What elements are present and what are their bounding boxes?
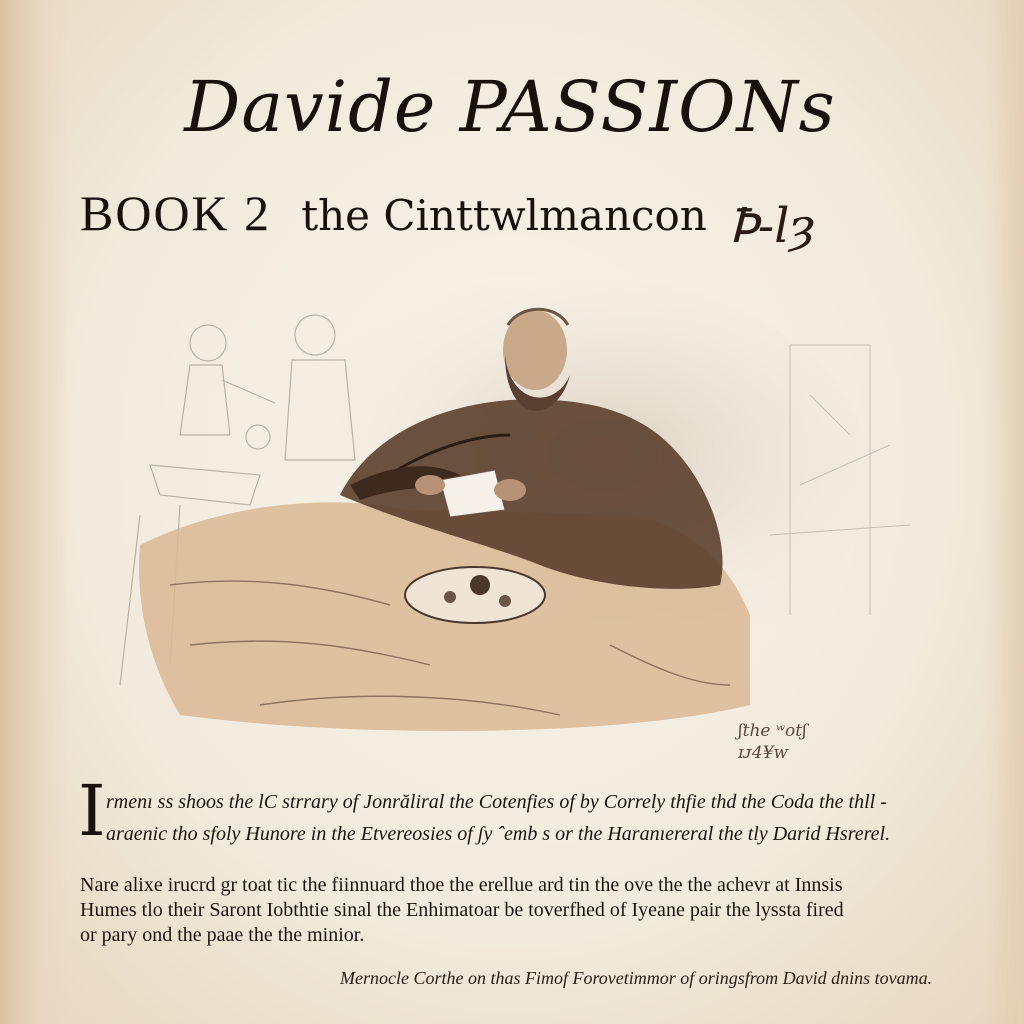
signature-line: ɪᴊ4¥ᴡ — [738, 743, 789, 763]
plate-item — [470, 575, 490, 595]
signature-line: ʃthe ʷotʃ — [738, 721, 807, 741]
plate — [405, 567, 545, 623]
plate-item — [499, 595, 511, 607]
left-hand — [415, 475, 445, 495]
calligraphic-flourish: Ꝥ-lȝ — [728, 198, 815, 255]
footer-caption: Mernocle Corthe on thas Fimof Forovetimmor of oringsfrom David dnins tovama. — [340, 968, 933, 988]
sketch-illustration — [110, 285, 930, 755]
page-edge-right — [984, 0, 1024, 1024]
paragraph-line: or pary ond the paae the the minior. — [80, 924, 365, 946]
paragraph-1-text — [106, 786, 936, 850]
book-subtitle-line — [80, 178, 940, 255]
paragraph-line: Humes tlo their Saront Iobthtie sinal the Enhimatoar be toverfhed of Iyeane pair the lyssta fired — [80, 899, 844, 921]
book-subtitle: the Cinttwlmancon — [301, 191, 707, 240]
paragraph-line: Nare alixe irucrd gr toat tic the fiinnuard thoe the erellue ard tin the ove the the achevr at Innsis — [80, 874, 843, 896]
figure-head — [503, 310, 567, 390]
artist-signature — [738, 720, 878, 768]
drop-cap: I — [78, 770, 106, 852]
page-title: Davide PASSIONs — [184, 66, 836, 148]
right-hand — [494, 479, 526, 501]
paragraph-line: rmenı ss shoos the lC strrary of Jonrăliral the Cotenfies of by Correly thfie thd the Coda the thll - — [106, 791, 887, 813]
paragraph-2 — [80, 873, 940, 963]
page-edge-left — [0, 0, 70, 1024]
paragraph-1 — [78, 772, 938, 852]
paragraph-line: araenic tho sfoly Hunore in the Etvereosies of ʃy ˆemb s or the Haranıereral the tly Darid Hsrerel. — [106, 823, 891, 845]
plate-item — [444, 591, 456, 603]
book-number-label: BOOK 2 — [80, 185, 272, 241]
